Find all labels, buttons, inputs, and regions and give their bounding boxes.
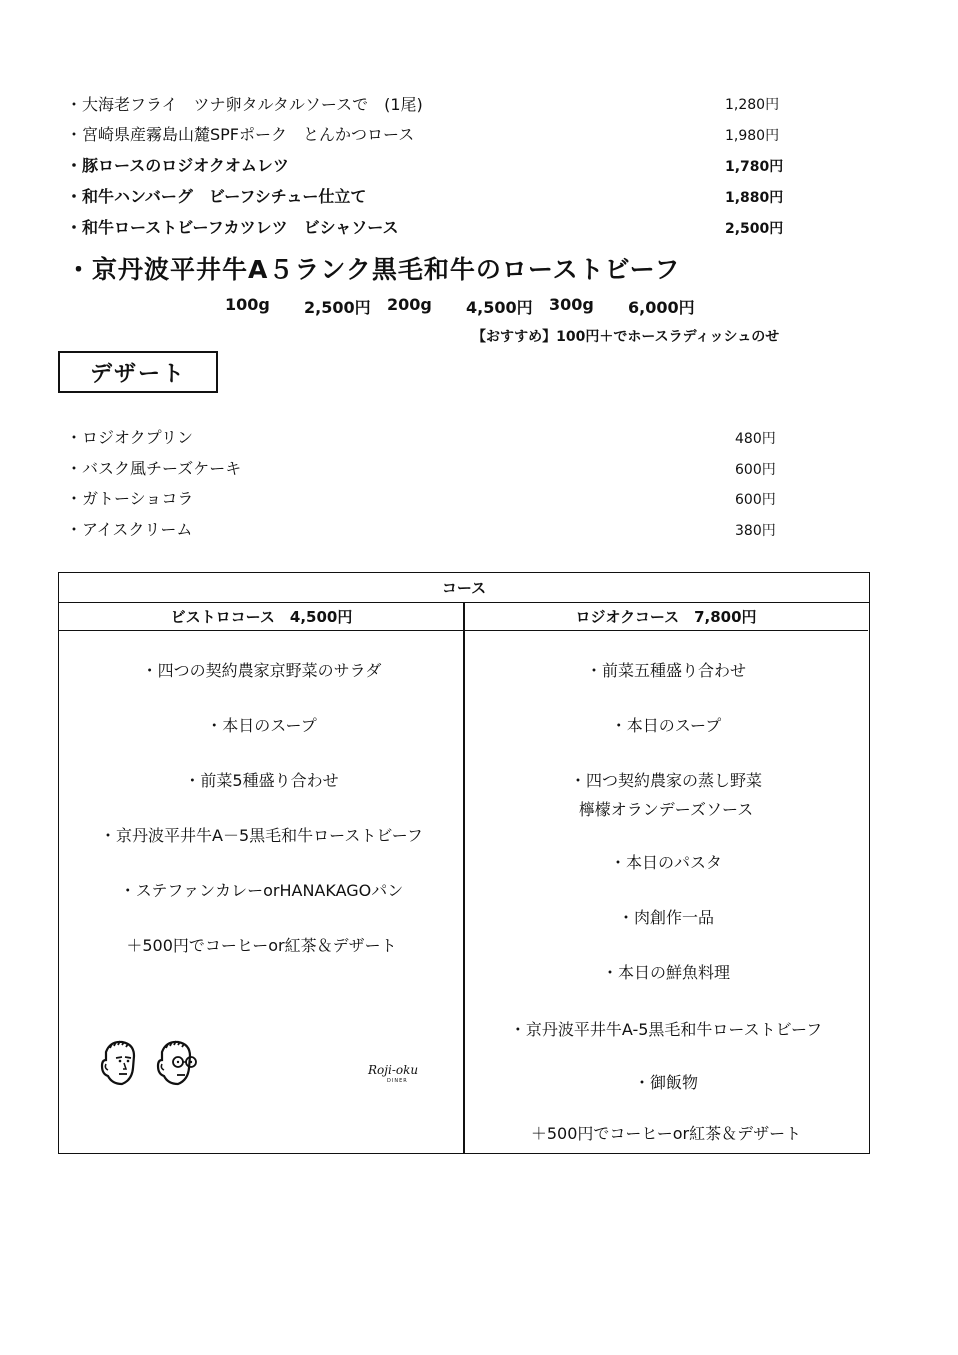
dessert-item-price: 600円 [735,462,776,478]
rojioku-course-item: ・御飯物 [633,1073,698,1092]
bistro-course-item: ＋500円でコーヒーor紅茶＆デザート [126,936,397,955]
rojioku-course-item: ・肉創作一品 [617,908,714,927]
bistro-course-item: ・前菜5種盛り合わせ [184,771,339,790]
dessert-item-price: 480円 [735,431,776,447]
rojioku-course-heading: ロジオクコース 7,800円 [464,603,868,631]
size-price: 4,500円 [466,298,533,317]
bistro-course-heading: ビストロコース 4,500円 [59,603,464,631]
bistro-course-item: ・京丹波平井牛A－5黒毛和牛ローストビーフ [100,826,423,845]
rojioku-course-item: ・前菜五種盛り合わせ [585,661,746,680]
menu-item-name: ・和牛ハンバーグ ビーフシチュー仕立て [66,187,367,206]
rojioku-course-item: 檸檬オランデーズソース [578,800,754,819]
chef-face-icon [96,1038,142,1088]
size-weight: 300g [549,295,594,314]
rojioku-course-item: ・四つ契約農家の蒸し野菜 [569,771,762,790]
dessert-item-name: ・アイスクリーム [66,520,193,539]
menu-item-name: ・和牛ローストビーフカツレツ ビシャソース [66,218,399,237]
dessert-heading: デザート [58,351,218,393]
roast-beef-title: ・京丹波平井牛A５ランク黒毛和牛のローストビーフ [66,255,681,284]
menu-item-price: 1,780円 [725,159,784,175]
size-weight: 100g [225,295,270,314]
bistro-course-item: ・本日のスープ [206,716,317,735]
size-price: 6,000円 [628,298,695,317]
bistro-course-item: ・ステファンカレーorHANAKAGOパン [119,881,404,900]
bistro-course-item: ・四つの契約農家京野菜のサラダ [141,661,382,680]
menu-item-price: 1,880円 [725,190,784,206]
size-price: 2,500円 [304,298,371,317]
rojioku-course-item: ・本日のパスタ [609,853,722,872]
course-title: コース [59,573,869,603]
logo-sub: DINER [387,1078,408,1084]
recommend-note: 【おすすめ】100円＋でホースラディッシュのせ [472,329,780,345]
menu-item-price: 2,500円 [725,221,784,237]
dessert-item-price: 600円 [735,492,776,508]
rojioku-course-item: ＋500円でコーヒーor紅茶＆デザート [530,1124,802,1143]
menu-item-price: 1,280円 [725,97,780,113]
logo: Roji-oku [368,1063,419,1077]
rojioku-course-item: ・本日のスープ [610,716,722,735]
dessert-item-name: ・ガトーショコラ [66,489,194,508]
dessert-item-name: ・バスク風チーズケーキ [66,459,242,478]
menu-item-name: ・豚ロースのロジオクオムレツ [66,156,289,175]
rojioku-course-item: ・本日の鮮魚料理 [601,963,730,982]
menu-item-price: 1,980円 [725,128,780,144]
rojioku-course-item: ・京丹波平井牛A-5黒毛和牛ローストビーフ [509,1020,823,1039]
menu-item-name: ・宮崎県産霧島山麓SPFポーク とんかつロース [66,125,415,144]
dessert-item-price: 380円 [735,523,776,539]
dessert-item-name: ・ロジオクプリン [66,428,194,447]
chef-face-glasses-icon [152,1038,202,1088]
menu-item-name: ・大海老フライ ツナ卵タルタルソースで (1尾) [66,95,423,114]
size-weight: 200g [387,295,432,314]
